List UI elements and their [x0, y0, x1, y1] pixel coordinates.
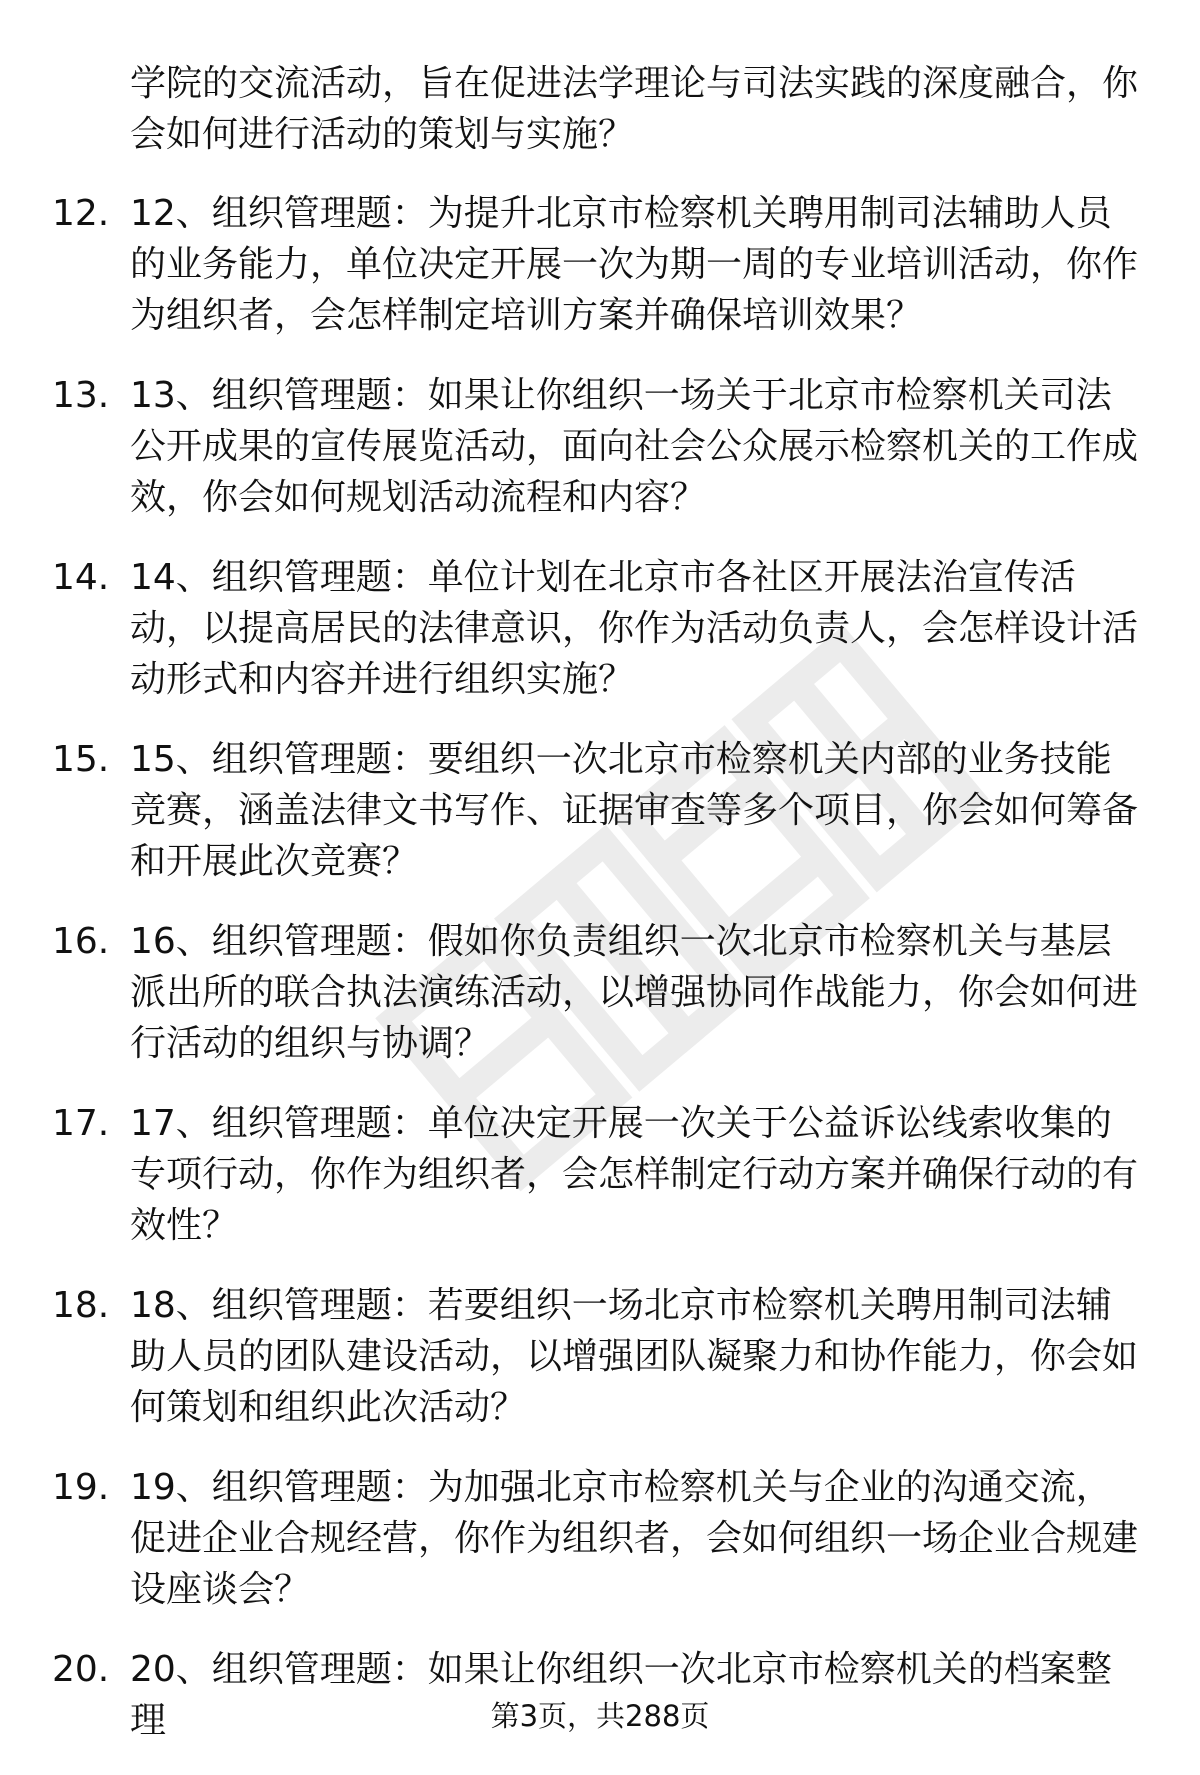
question-item — [0, 1280, 1140, 1433]
question-text: 15、组织管理题：要组织一次北京市检察机关内部的业务技能竞赛，涵盖法律文书写作、证据审查等多个项目，你会如何筹备和开展此次竞赛？ — [130, 739, 1139, 882]
question-text: 16、组织管理题：假如你负责组织一次北京市检察机关与基层派出所的联合执法演练活动，以增强协同作战能力，你会如何进行活动的组织与协调？ — [130, 921, 1139, 1064]
question-text: 13、组织管理题：如果让你组织一场关于北京市检察机关司法公开成果的宣传展览活动，面向社会公众展示检察机关的工作成效，你会如何规划活动流程和内容？ — [130, 375, 1139, 518]
page-footer — [0, 1696, 1200, 1736]
question-number: 19. — [52, 1467, 110, 1508]
question-item — [0, 916, 1140, 1069]
question-item — [0, 734, 1140, 887]
question-text: 19、组织管理题：为加强北京市检察机关与企业的沟通交流，促进企业合规经营，你作为组织者，会如何组织一场企业合规建设座谈会？ — [130, 1467, 1139, 1610]
question-number: 13. — [52, 375, 110, 416]
question-number: 18. — [52, 1285, 110, 1326]
question-number: 20. — [52, 1649, 110, 1690]
continuation-text: 学院的交流活动，旨在促进法学理论与司法实践的深度融合，你会如何进行活动的策划与实施？ — [130, 63, 1139, 155]
question-number: 17. — [52, 1103, 110, 1144]
question-item — [0, 1098, 1140, 1251]
question-item — [0, 1462, 1140, 1615]
question-number: 14. — [52, 557, 110, 598]
question-text: 17、组织管理题：单位决定开展一次关于公益诉讼线索收集的专项行动，你作为组织者，会怎样制定行动方案并确保行动的有效性？ — [130, 1103, 1139, 1246]
page-number-label: 第3页，共288页 — [490, 1699, 710, 1733]
question-text: 12、组织管理题：为提升北京市检察机关聘用制司法辅助人员的业务能力，单位决定开展一次为期一周的专业培训活动，你作为组织者，会怎样制定培训方案并确保培训效果？ — [130, 193, 1139, 336]
question-item — [0, 370, 1140, 523]
question-text: 20、组织管理题：如果让你组织一次北京市检察机关的档案整理 — [130, 1649, 1112, 1741]
question-list — [0, 188, 1200, 1775]
question-number: 15. — [52, 739, 110, 780]
question-number: 12. — [52, 193, 110, 234]
question-item — [0, 552, 1140, 705]
question-number: 16. — [52, 921, 110, 962]
question-text: 14、组织管理题：单位计划在北京市各社区开展法治宣传活动，以提高居民的法律意识，你作为活动负责人，会怎样设计活动形式和内容并进行组织实施？ — [130, 557, 1139, 700]
question-text: 18、组织管理题：若要组织一场北京市检察机关聘用制司法辅助人员的团队建设活动，以增强团队凝聚力和协作能力，你会如何策划和组织此次活动？ — [130, 1285, 1139, 1428]
question-item — [0, 188, 1140, 341]
